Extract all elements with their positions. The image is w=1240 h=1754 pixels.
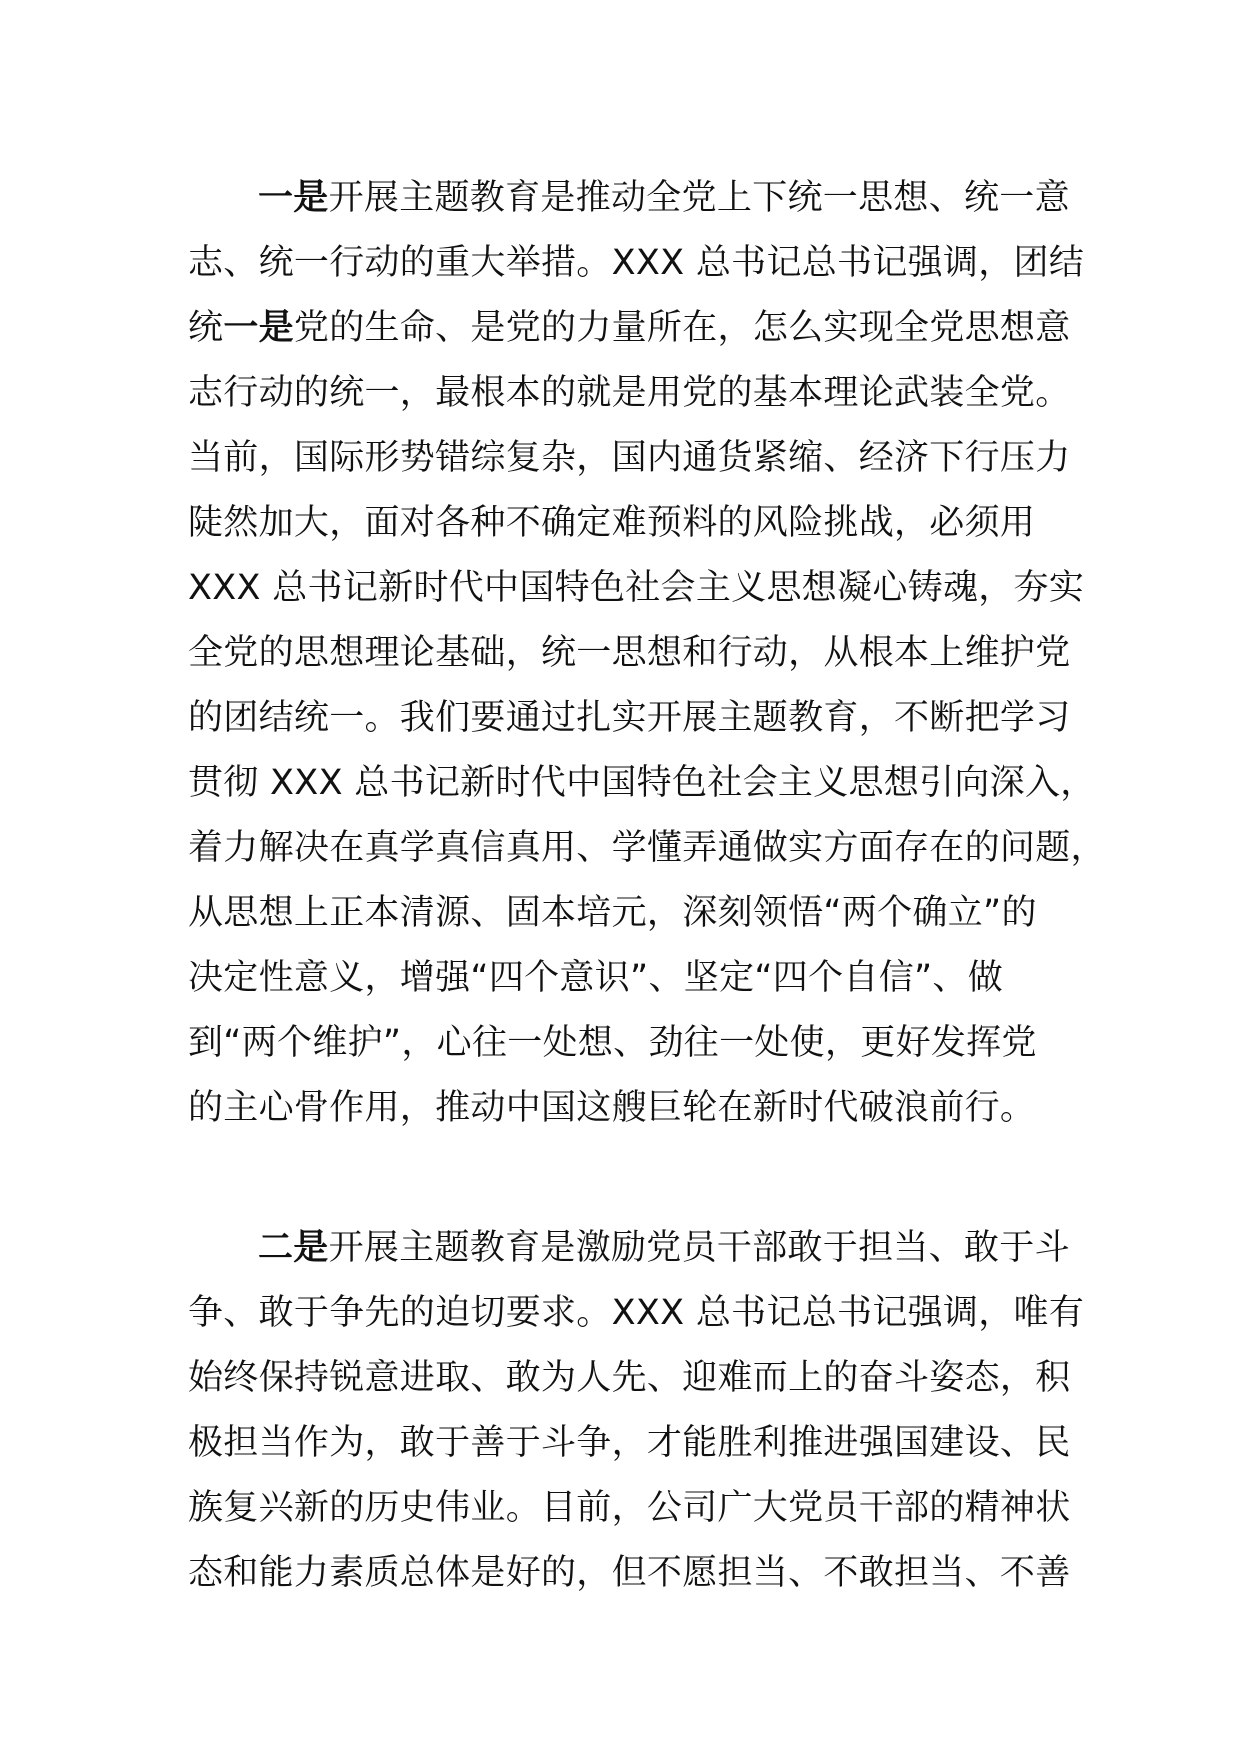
- paragraph-bold-text: 一是: [223, 308, 294, 348]
- paragraph-line: 志、统一行动的重大举措。XXX 总书记总书记强调，团结: [188, 243, 1085, 283]
- paragraph-lead: 一是: [258, 178, 329, 218]
- paragraph-line: 从思想上正本清源、固本培元，深刻领悟“两个确立”的: [188, 893, 1037, 933]
- paragraph-line: [188, 296, 1071, 361]
- paragraph-text: 党的生命、是党的力量所在，怎么实现全党思想意: [293, 308, 1071, 348]
- paragraph-line: 决定性意义，增强“四个意识”、坚定“四个自信”、做: [188, 958, 1004, 998]
- paragraph-line: 族复兴新的历史伟业。目前，公司广大党员干部的精神状: [188, 1488, 1071, 1528]
- paragraph-line: 贯彻 XXX 总书记新时代中国特色社会主义思想引向深入，: [188, 763, 1096, 803]
- paragraph-text: 开展主题教育是推动全党上下统一思想、统一意: [328, 178, 1070, 218]
- paragraph-two: [188, 1216, 1085, 1606]
- paragraph-line: 陡然加大，面对各种不确定难预料的风险挑战，必须用: [188, 503, 1036, 543]
- paragraph-line: 着力解决在真学真信真用、学懂弄通做实方面存在的问题，: [188, 828, 1106, 868]
- paragraph-line: 的主心骨作用，推动中国这艘巨轮在新时代破浪前行。: [188, 1088, 1036, 1128]
- paragraph-text: 开展主题教育是激励党员干部敢于担当、敢于斗: [328, 1228, 1070, 1268]
- paragraph-line: 始终保持锐意进取、敢为人先、迎难而上的奋斗姿态，积: [188, 1358, 1071, 1398]
- paragraph-line: 争、敢于争先的迫切要求。XXX 总书记总书记强调，唯有: [188, 1293, 1085, 1333]
- paragraph-line: 当前，国际形势错综复杂，国内通货紧缩、经济下行压力: [188, 438, 1071, 478]
- paragraph-line: [188, 166, 1068, 231]
- paragraph-lead: 二是: [258, 1228, 329, 1268]
- paragraph-line: 的团结统一。我们要通过扎实开展主题教育，不断把学习: [188, 698, 1071, 738]
- paragraph-line: 态和能力素质总体是好的，但不愿担当、不敢担当、不善: [188, 1553, 1071, 1593]
- paragraph-text: 统: [188, 308, 224, 348]
- paragraph-line: 志行动的统一，最根本的就是用党的基本理论武装全党。: [188, 373, 1071, 413]
- paragraph-line: 极担当作为，敢于善于斗争，才能胜利推进强国建设、民: [188, 1423, 1071, 1463]
- paragraph-line: [188, 1216, 1068, 1281]
- paragraph-one: [188, 166, 1106, 1141]
- paragraph-line: 到“两个维护”，心往一处想、劲往一处使，更好发挥党: [188, 1023, 1037, 1063]
- paragraph-line: XXX 总书记新时代中国特色社会主义思想凝心铸魂，夯实: [188, 568, 1085, 608]
- paragraph-line: 全党的思想理论基础，统一思想和行动，从根本上维护党: [188, 633, 1071, 673]
